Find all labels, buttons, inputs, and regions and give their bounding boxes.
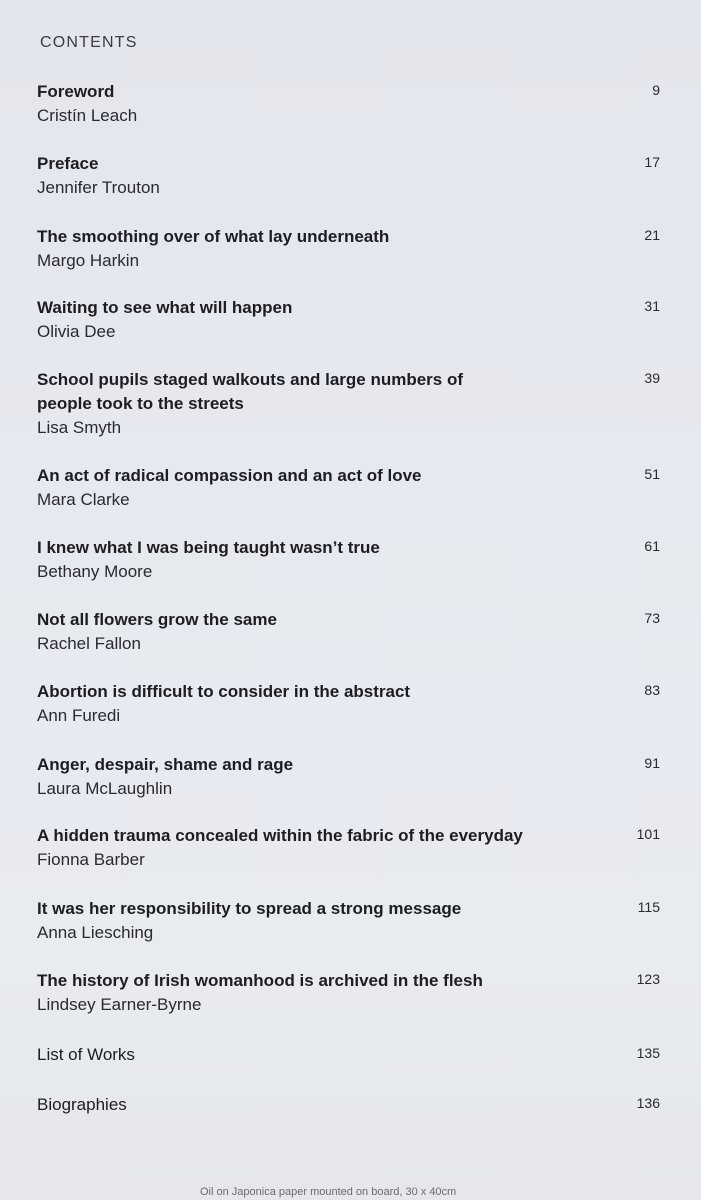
footer-caption: Oil on Japonica paper mounted on board, 30 x 40cm bbox=[200, 1186, 457, 1198]
entry-page-number: 73 bbox=[644, 610, 660, 626]
entry-author: Rachel Fallon bbox=[37, 634, 141, 653]
entry-title: An act of radical compassion and an act of love bbox=[37, 466, 422, 485]
toc-entry-list-of-works bbox=[37, 1043, 667, 1067]
entry-page-number: 101 bbox=[636, 826, 660, 842]
entry-page-number: 51 bbox=[644, 466, 660, 482]
entry-title: List of Works bbox=[37, 1045, 135, 1064]
toc-entry bbox=[37, 368, 667, 440]
entry-title: Foreword bbox=[37, 82, 115, 101]
toc-entry-biographies bbox=[37, 1093, 667, 1117]
toc-entry bbox=[37, 536, 667, 584]
toc-entry bbox=[37, 296, 667, 344]
entry-page-number: 39 bbox=[644, 370, 660, 386]
entry-author: Lindsey Earner-Byrne bbox=[37, 995, 202, 1014]
entry-author: Jennifer Trouton bbox=[37, 178, 160, 197]
entry-page-number: 83 bbox=[644, 682, 660, 698]
entry-author: Lisa Smyth bbox=[37, 418, 122, 437]
contents-heading: CONTENTS bbox=[40, 34, 138, 51]
entry-title: Abortion is difficult to consider in the abstract bbox=[37, 682, 411, 701]
entry-title: I knew what I was being taught wasn’t true bbox=[37, 538, 380, 557]
entry-page-number: 17 bbox=[644, 154, 660, 170]
entry-title: The smoothing over of what lay underneath bbox=[37, 227, 390, 246]
entry-title: Waiting to see what will happen bbox=[37, 298, 293, 317]
entry-page-number: 123 bbox=[636, 971, 660, 987]
entry-author: Olivia Dee bbox=[37, 322, 116, 341]
entry-page-number: 21 bbox=[644, 227, 660, 243]
toc-entry bbox=[37, 152, 667, 200]
entry-title: School pupils staged walkouts and large numbers of people took to the streets bbox=[37, 370, 464, 413]
entry-author: Margo Harkin bbox=[37, 251, 140, 270]
entry-title: The history of Irish womanhood is archived in the flesh bbox=[37, 971, 483, 990]
entry-title: Anger, despair, shame and rage bbox=[37, 755, 294, 774]
entry-page-number: 31 bbox=[644, 298, 660, 314]
entry-author: Cristín Leach bbox=[37, 106, 138, 125]
entry-title: A hidden trauma concealed within the fabric of the everyday bbox=[37, 826, 523, 845]
entry-author: Fionna Barber bbox=[37, 850, 145, 869]
toc-entry bbox=[37, 225, 667, 273]
toc-entry bbox=[37, 753, 667, 801]
entry-title: Not all flowers grow the same bbox=[37, 610, 277, 629]
toc-entry bbox=[37, 80, 667, 128]
entry-page-number: 136 bbox=[636, 1095, 660, 1111]
entry-page-number: 115 bbox=[637, 899, 660, 915]
toc-entry bbox=[37, 969, 667, 1017]
entry-author: Ann Furedi bbox=[37, 706, 121, 725]
entry-page-number: 135 bbox=[636, 1045, 660, 1061]
toc-entry bbox=[37, 464, 667, 512]
entry-page-number: 9 bbox=[652, 82, 660, 98]
entry-author: Bethany Moore bbox=[37, 562, 153, 581]
entry-title: Preface bbox=[37, 154, 99, 173]
toc-entry bbox=[37, 897, 667, 945]
entry-page-number: 91 bbox=[644, 755, 660, 771]
toc-entry bbox=[37, 608, 667, 656]
entry-author: Anna Liesching bbox=[37, 923, 154, 942]
entry-title: Biographies bbox=[37, 1095, 127, 1114]
entry-page-number: 61 bbox=[644, 538, 660, 554]
toc-entry bbox=[37, 824, 667, 872]
entry-title: It was her responsibility to spread a strong message bbox=[37, 899, 462, 918]
entry-author: Mara Clarke bbox=[37, 490, 130, 509]
entry-author: Laura McLaughlin bbox=[37, 779, 173, 798]
toc-entry bbox=[37, 680, 667, 728]
